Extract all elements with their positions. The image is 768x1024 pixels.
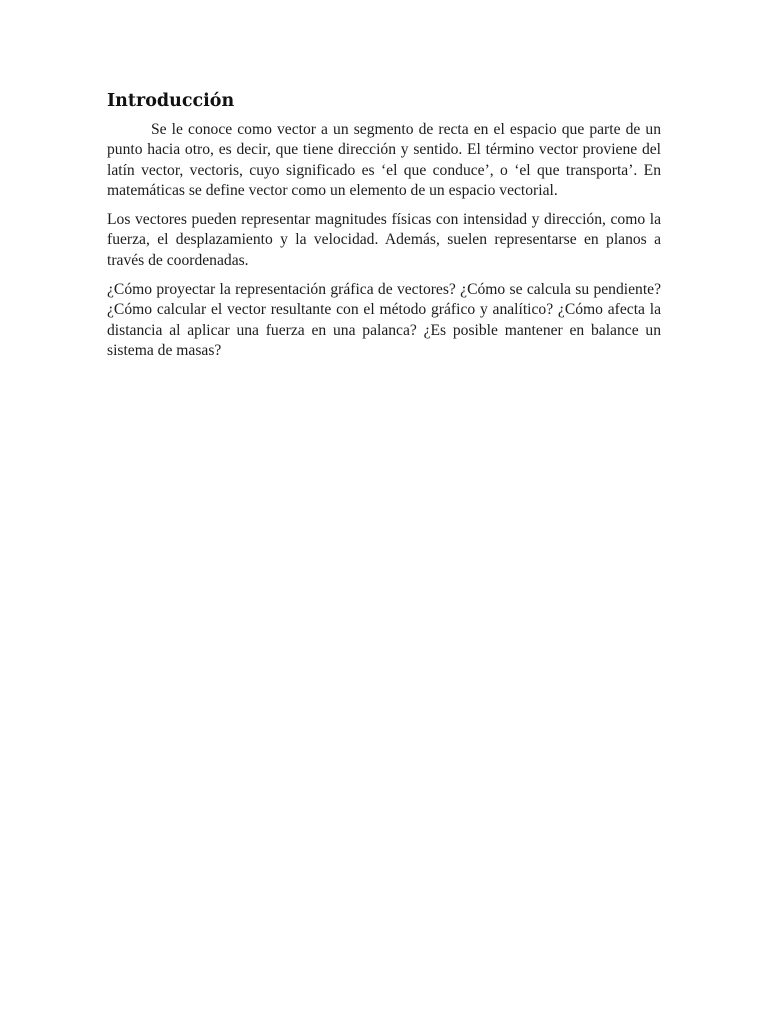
paragraph-questions: ¿Cómo proyectar la representación gráfica de vectores? ¿Cómo se calcula su pendiente? ¿Cómo calcular el vector resultante con el método gráfico y analítico? ¿Cómo afecta la distancia al aplicar una fuerza en una palanca? ¿Es posible mantener en balance un sistema de masas?: [107, 281, 661, 359]
document-body: [107, 88, 661, 370]
section-heading: Introducción: [107, 91, 235, 111]
paragraph-definition: Se le conoce como vector a un segmento de recta en el espacio que parte de un punto hacia otro, es decir, que tiene dirección y sentido. El término vector proviene del latín vector, vectoris, cuyo significado es ‘el que conduce’, o ‘el que transporta’. En matemáticas se define vector como un elemento de un espacio vectorial.: [107, 121, 661, 199]
paragraph-physical-magnitudes: Los vectores pueden representar magnitudes físicas con intensidad y dirección, como la fuerza, el desplazamiento y la velocidad. Además, suelen representarse en planos a través de coordenadas.: [107, 211, 661, 269]
